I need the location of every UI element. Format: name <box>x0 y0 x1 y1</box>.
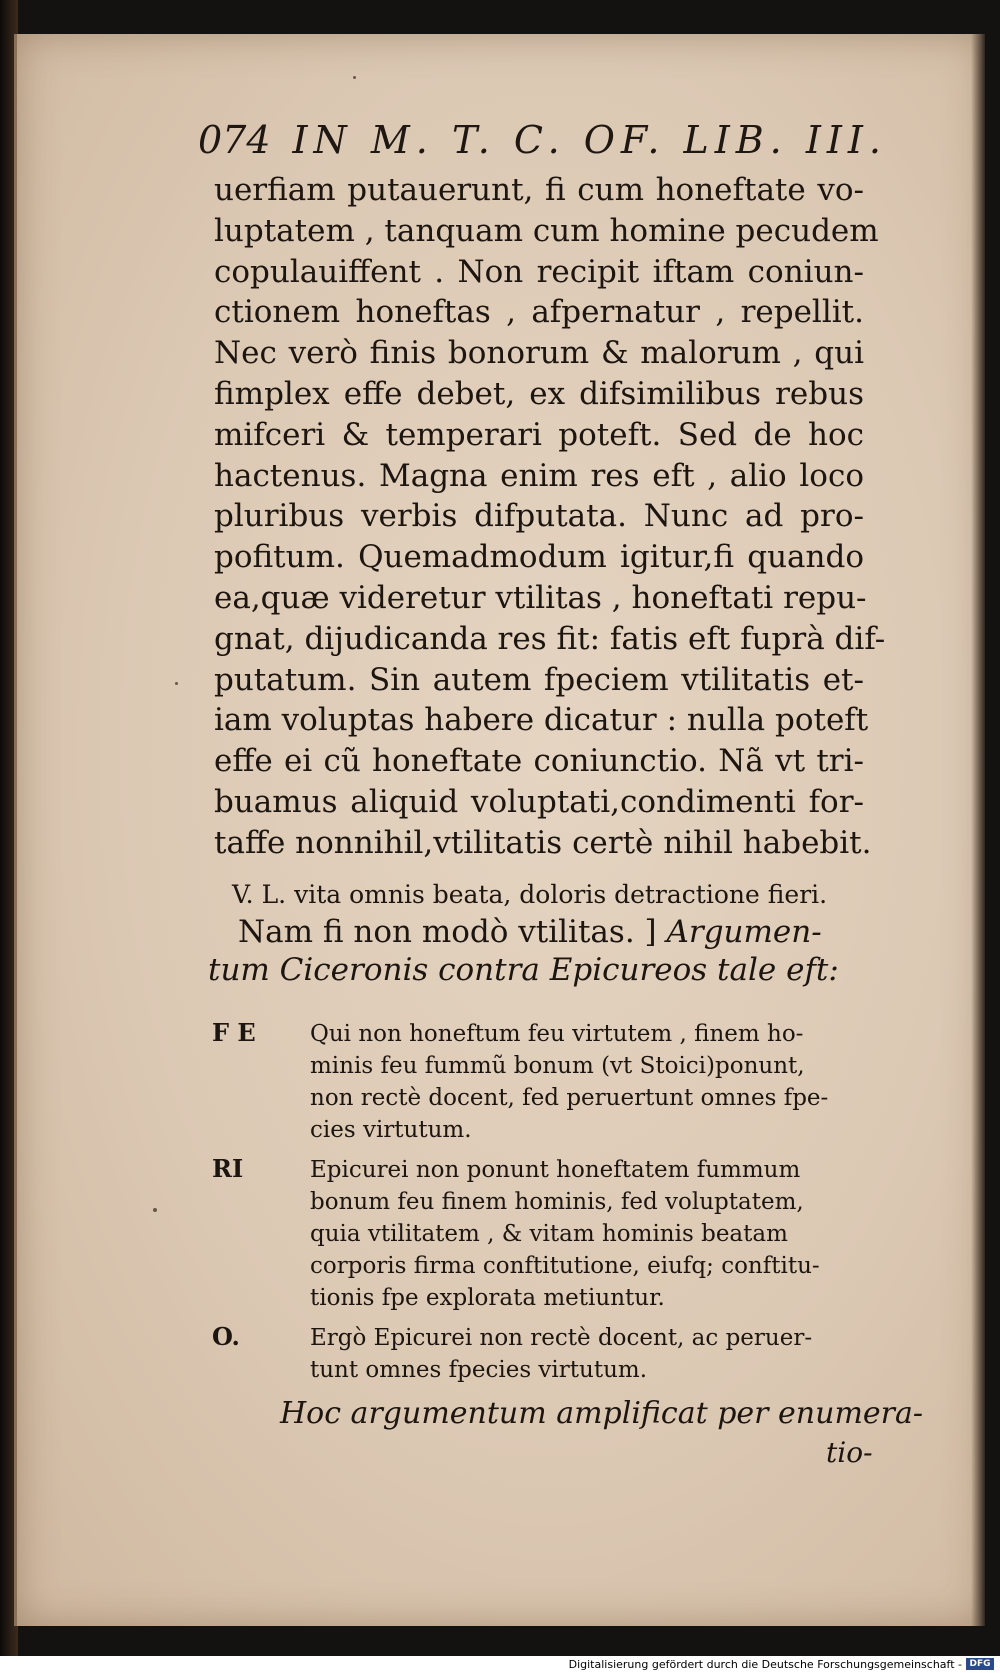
text-line: putatum. Sin autem fpeciem vtilitatis et- <box>214 661 864 698</box>
text-line: ea,quæ videretur vtilitas , honeftati repu- <box>214 579 867 616</box>
syllogism-line: cies virtutum. <box>310 1117 472 1143</box>
syllogism-line: tionis fpe explorata metiuntur. <box>310 1285 665 1311</box>
syllogism-text <box>310 1018 872 1146</box>
syllogism-line: Ergò Epicurei non rectè docent, ac peruer- <box>310 1325 813 1351</box>
text-line: effe ei cũ honeftate coniunctio. Nã vt tri- <box>214 743 864 780</box>
paper-speck <box>353 76 356 79</box>
commentary-line-2 <box>208 950 839 990</box>
syllogism-line: minis feu fummũ bonum (vt Stoici)ponunt, <box>310 1053 805 1079</box>
paper-speck <box>175 682 178 685</box>
text-line: ctionem honeftas , afpernatur , repellit. <box>214 294 864 331</box>
running-title: IN M. T. C. OF. LIB. III. <box>292 118 887 162</box>
syllogism-label: O. <box>212 1322 240 1351</box>
main-text-block <box>214 170 886 864</box>
text-line: pofitum. Quemadmodum igitur,fi quando <box>214 539 864 576</box>
text-line: buamus aliquid voluptati,condimenti for- <box>214 783 864 820</box>
syllogism-premise <box>212 1154 872 1314</box>
syllogism-premise <box>212 1018 872 1146</box>
page-number: 074 <box>198 118 271 162</box>
commentary-text: tum Ciceronis contra Epicureos tale eft: <box>208 952 839 988</box>
syllogism-line: bonum feu finem hominis, fed voluptatem, <box>310 1189 804 1215</box>
syllogism-premise <box>212 1322 872 1386</box>
commentary-line-1 <box>238 912 822 952</box>
dfg-logo: DFG <box>966 1658 994 1670</box>
syllogism-block <box>212 1018 872 1394</box>
paper-speck <box>153 1208 157 1212</box>
running-head <box>198 118 887 162</box>
text-line: copulauiffent . Non recipit iftam coniun- <box>214 253 864 290</box>
text-line: hactenus. Magna enim res eft , alio loco <box>214 457 864 494</box>
text-line: fimplex effe debet, ex difsimilibus rebus <box>214 375 864 412</box>
page-fore-edge <box>971 34 985 1626</box>
syllogism-label: RI <box>212 1154 244 1183</box>
text-line: luptatem , tanquam cum homine pecudem <box>214 212 879 249</box>
commentary-lemma: Nam fi non modò vtilitas. ] <box>238 914 667 950</box>
digitization-credit: Digitalisierung gefördert durch die Deutsche Forschungsgemeinschaft - <box>568 1658 962 1671</box>
syllogism-label: F E <box>212 1018 256 1047</box>
lemma-variant-reading: V. L. vita omnis beata, doloris detractione fieri. <box>232 880 828 909</box>
text-line: taffe nonnihil,vtilitatis certè nihil habebit. <box>214 824 872 861</box>
syllogism-line: Epicurei non ponunt honeftatem fummum <box>310 1157 801 1183</box>
text-line: gnat, dijudicanda res fit: fatis eft fuprà dif- <box>214 620 886 657</box>
text-line: pluribus verbis difputata. Nunc ad pro- <box>214 498 864 535</box>
text-line: Nec verò finis bonorum & malorum , qui <box>214 335 864 372</box>
syllogism-line: Qui non honeftum feu virtutem , finem ho- <box>310 1021 804 1047</box>
syllogism-line: non rectè docent, fed peruertunt omnes fpe- <box>310 1085 829 1111</box>
syllogism-line: tunt omnes fpecies virtutum. <box>310 1357 648 1383</box>
syllogism-line: quia vtilitatem , & vitam hominis beatam <box>310 1221 788 1247</box>
catchword: tio- <box>826 1436 873 1469</box>
syllogism-text <box>310 1154 872 1314</box>
syllogism-text <box>310 1322 872 1386</box>
text-line: mifceri & temperari poteft. Sed de hoc <box>214 416 864 453</box>
text-line: uerfiam putauerunt, fi cum honeftate vo- <box>214 172 864 208</box>
text-line: iam voluptas habere dicatur : nulla poteft <box>214 702 869 739</box>
closing-line: Hoc argumentum amplificat per enumera- <box>280 1396 924 1431</box>
syllogism-line: corporis firma conftitutione, eiufq; conftitu- <box>310 1253 820 1279</box>
commentary-text: Argumen- <box>666 914 822 950</box>
